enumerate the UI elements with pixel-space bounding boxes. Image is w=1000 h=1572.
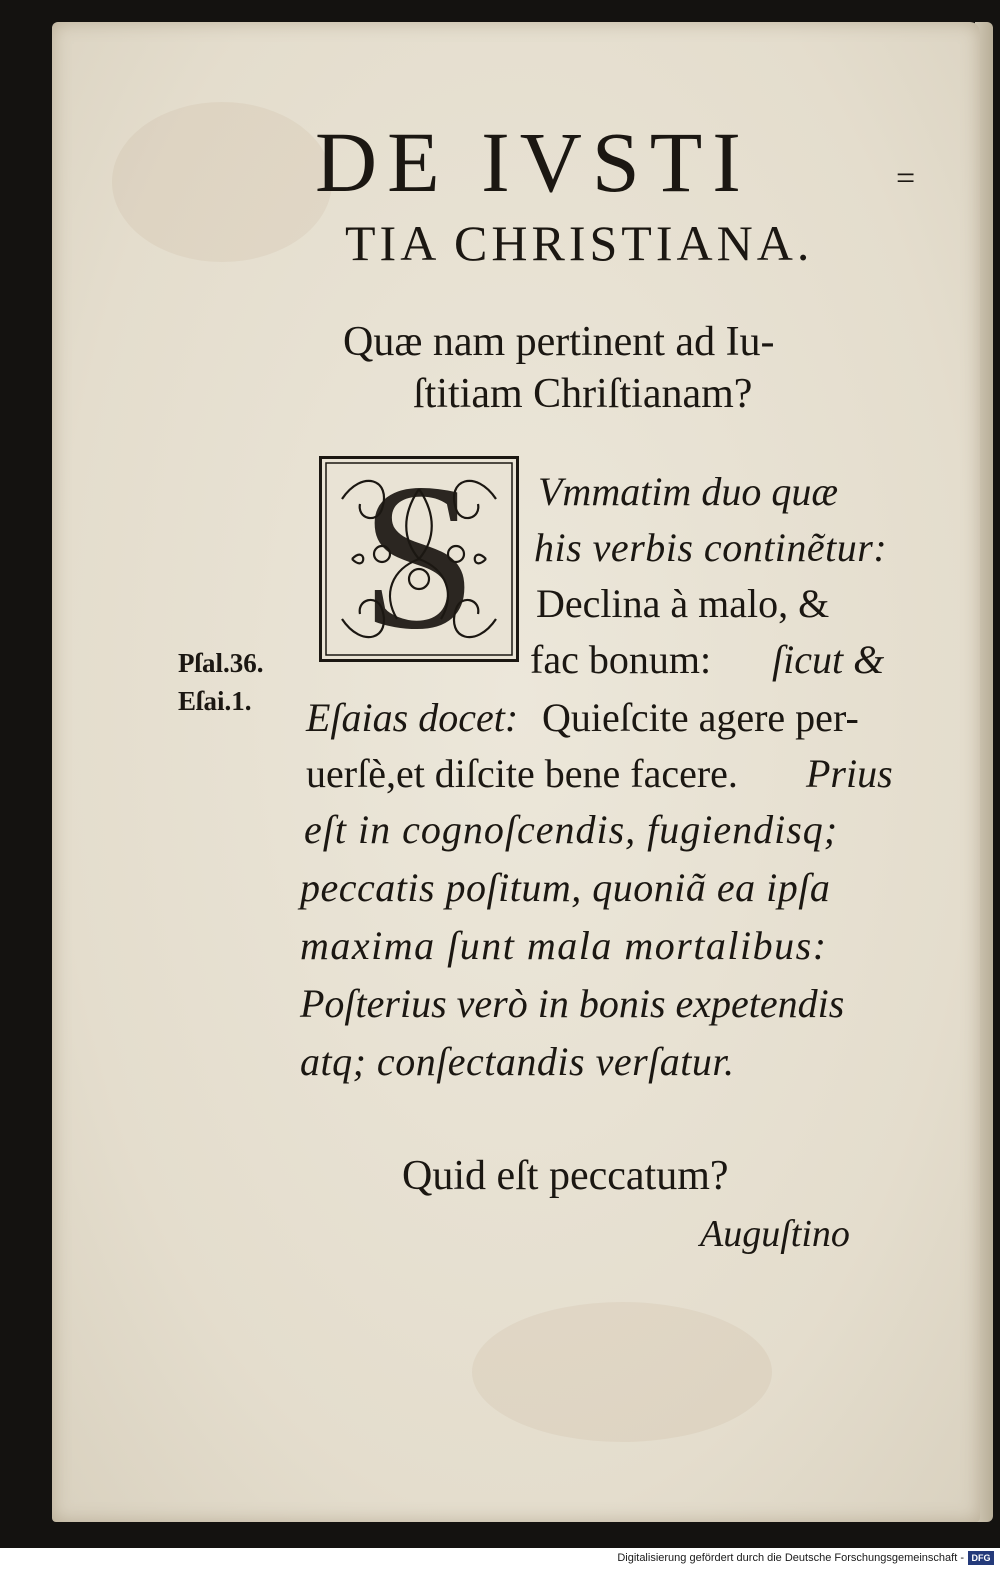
body-line: his verbis continẽtur: — [534, 525, 888, 570]
catchword: Auguſtino — [700, 1213, 850, 1255]
body-line: uerſè,et diſcite bene facere. — [306, 751, 738, 796]
question-1-line-2: ſtitiam Chriſtianam? — [413, 371, 753, 417]
footer-credit: Digitalisierung gefördert durch die Deutsche Forschungsgemeinschaft - — [617, 1552, 964, 1564]
question-1-line-1: Quæ nam pertinent ad Iu- — [343, 319, 775, 365]
body-line: atq; conſectandis verſatur. — [300, 1039, 735, 1084]
body-line: Prius — [806, 751, 893, 796]
body-line: Declina à malo, & — [536, 581, 830, 626]
decorated-initial — [319, 441, 519, 673]
body-line: Vmmatim duo quæ — [538, 469, 838, 514]
body-line: Poſterius verò in bonis expetendis — [300, 981, 845, 1026]
dfg-logo: DFG — [968, 1551, 994, 1565]
body-line: Eſaias docet: — [306, 695, 519, 740]
body-line: eſt in cognoſcendis, fugiendisq; — [304, 807, 839, 852]
question-2: Quid eſt peccatum? — [402, 1153, 729, 1199]
margin-note: Pſal.36. — [178, 648, 264, 678]
title-line-2: TIA CHRISTIANA. — [345, 215, 814, 271]
title-line-1: DE IVSTI — [315, 114, 751, 210]
title-hyphen: = — [896, 160, 916, 197]
margin-note: Eſai.1. — [178, 686, 252, 716]
initial-letter: S — [360, 441, 478, 673]
body-line: fac bonum: — [530, 637, 712, 682]
body-line: maxima ſunt mala mortalibus: — [300, 923, 828, 968]
body-line: Quieſcite agere per- — [542, 695, 859, 740]
page-stain — [112, 102, 332, 262]
body-line: ſicut & — [772, 637, 885, 682]
body-line: peccatis poſitum, quoniã ea ipſa — [300, 865, 831, 910]
page-stain — [472, 1302, 772, 1442]
